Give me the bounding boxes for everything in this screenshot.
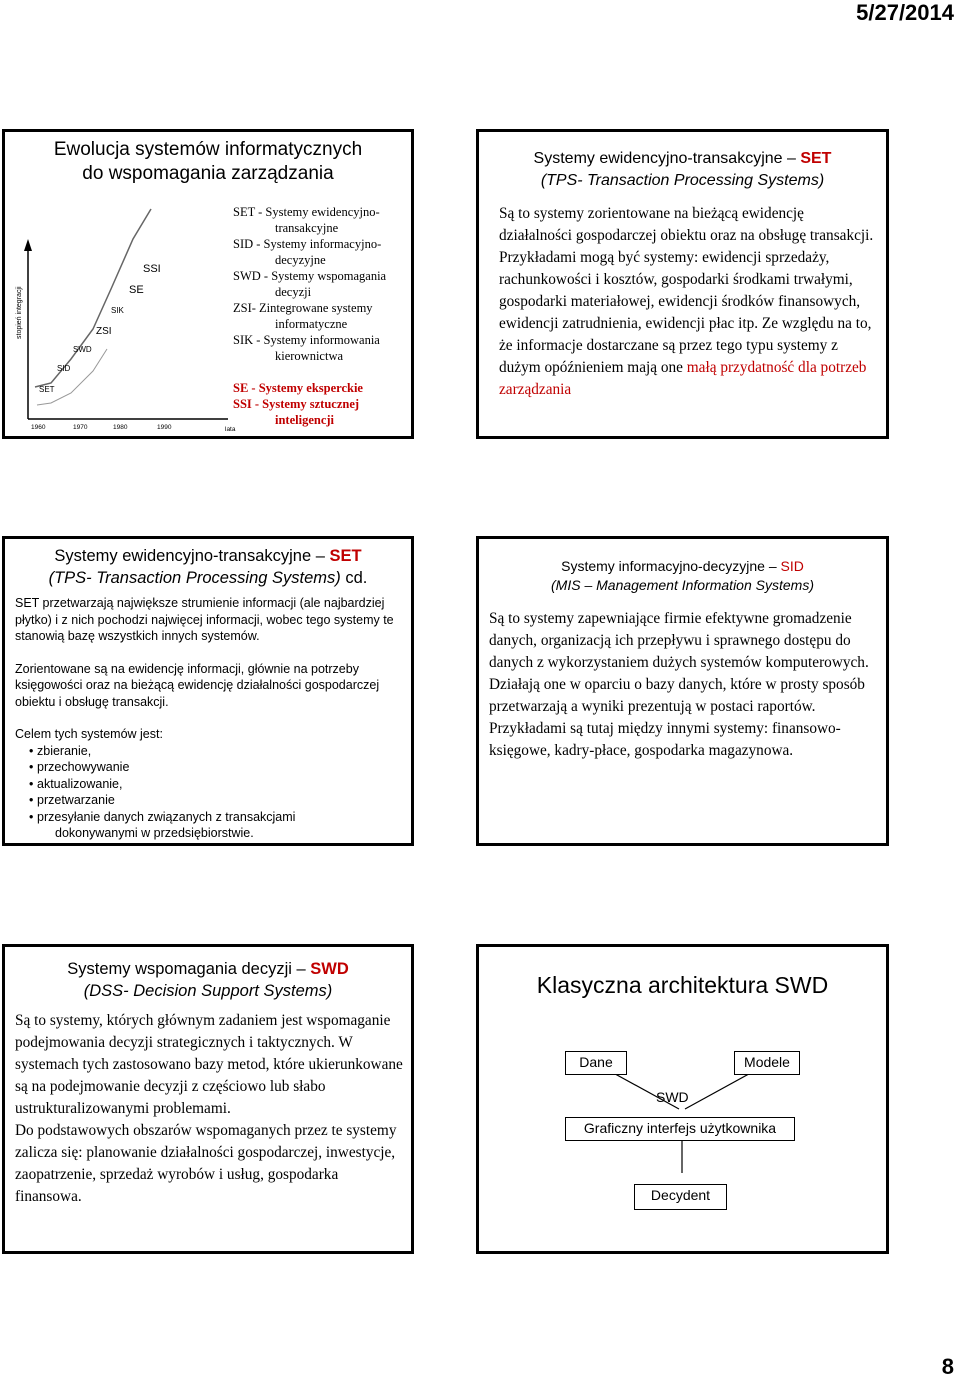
- slide-swd-architecture: [476, 944, 889, 1254]
- legend-line: kierownictwa: [275, 349, 344, 363]
- year-1970: 1970: [73, 424, 88, 431]
- yaxis-label: stopień integracji: [16, 286, 23, 339]
- gui-box: Graficzny interfejs użytkownika: [565, 1117, 795, 1141]
- slide-title: Ewolucja systemów informatycznych do wspomagania zarządzania: [53, 139, 363, 184]
- slide-body: Są to systemy, których głównym zadaniem jest wspomaganie podejmowania decyzji strategicznych i taktycznych. W systemach tych zastosowano bazy metod, które ukierunkowane są na podejmowanie decyzji z częściowo lub słabo ustrukturalizowanymi problemami. Do podstawowych obszarów wspomaganych przez te systemy zalicza się: planowanie działalności gospodarczej, inwestycje, zaopatrzenie, sprzedaż wyrobów i usług, gospodarka finansowa.: [15, 1012, 403, 1205]
- legend-line: informatyczne: [275, 317, 348, 331]
- slide-set-continued: [2, 536, 414, 846]
- slide-sid: [476, 536, 889, 846]
- legend-line: SET - Systemy ewidencyjno-: [233, 205, 380, 219]
- label-sik: SIK: [111, 306, 124, 315]
- label-zsi: ZSI: [96, 326, 112, 337]
- page-number: 8: [941, 1354, 954, 1379]
- data-box: Dane: [565, 1051, 627, 1075]
- slide-heading: Systemy ewidencyjno-transakcyjne – SET (TPS- Transaction Processing Systems) cd.: [48, 547, 368, 587]
- list-item: • przesyłanie danych związanych z transakcjami: [29, 809, 296, 824]
- legend-line: SID - Systemy informacyjno-: [233, 237, 382, 251]
- list-item: • przetwarzanie: [29, 793, 115, 807]
- label-sid: SID: [57, 364, 71, 373]
- models-box: Modele: [734, 1051, 800, 1075]
- evolution-chart: [11, 199, 236, 433]
- year-1990: 1990: [157, 424, 172, 431]
- slide-set: [476, 129, 889, 439]
- legend-line: SSI - Systemy sztucznej: [233, 397, 360, 411]
- slide-body: Są to systemy zapewniające firmie efektywne gromadzenie danych, organizacją ich przepływu i sprawnego dostępu do danych z wykorzystaniem dużych systemów komputerowych. Działają one w oparciu o bazy danych, które w prosty sposób przetwarzają a wyniki prezentują w postaci raportów. Przykładami są tutaj między innymi systemy: finansowo-księgowe, kadry-płace, gospodarka magazynowa.: [489, 610, 869, 759]
- legend-line: inteligencji: [275, 413, 335, 427]
- slide-title: Klasyczna architektura SWD: [536, 972, 829, 998]
- year-1980: 1980: [113, 424, 128, 431]
- year-1960: 1960: [31, 424, 46, 431]
- slide-heading: Systemy wspomagania decyzji – SWD (DSS- Decision Support Systems): [67, 960, 349, 1000]
- legend-line: decyzyjne: [275, 253, 326, 267]
- goals-list: [15, 743, 405, 826]
- legend-line: SWD - Systemy wspomagania: [233, 269, 387, 283]
- slide-heading: Systemy informacyjno-decyzyjne – SID (MIS – Management Information Systems): [551, 558, 814, 593]
- label-ssi: SSI: [143, 263, 161, 275]
- legend-line: ZSI- Zintegrowane systemy: [233, 301, 373, 315]
- slide-heading: Systemy ewidencyjno-transakcyjne – SET (TPS- Transaction Processing Systems): [533, 150, 832, 189]
- list-item: • aktualizowanie,: [29, 776, 123, 791]
- legend-line: decyzji: [275, 285, 312, 299]
- systems-legend: [233, 204, 411, 428]
- xaxis-label: lata: [225, 426, 236, 433]
- slide-swd: [2, 944, 414, 1254]
- page-date: 5/27/2014: [856, 0, 954, 25]
- decision-maker-box: Decydent: [634, 1184, 727, 1210]
- list-item: • zbieranie,: [29, 743, 92, 758]
- slide-body: SET przetwarzają największe strumienie informacji (ale najbardziej płytko) i z nich pochodzi najwięcej informacji, wobec tego systemy te stanowią bazę wszystkich innych systemów. Zorientowane są na ewidencję informacji, głównie na potrzeby księgowości oraz na bieżącą ewidencję działalności gospodarczej obiektu i obsługę transakcji. Celem tych systemów jest: • zbieranie, • przechowywanie • aktualizowanie, • przetwarzanie • przesyłanie danych związanych z transakcjami dokonywanymi w przedsiębiorstwie.: [15, 595, 405, 842]
- label-set: SET: [39, 385, 55, 394]
- slide-body: Są to systemy zorientowane na bieżącą ewidencję działalności gospodarczej obiektu oraz na obsługę transakcji. Przykładami mogą być systemy: ewidencji sprzedaży, rachunkowości i kosztów, gospodarki środkami trwałymi, gospodarki materiałowej, ewidencji środków finansowych, ewidencji zatrudnienia, ewidencji płac itp. Ze względu na to, że informacje dostarczane są przez tego typu systemy z dużym opóźnieniem mają one małą przydatność dla potrzeb zarządzania: [499, 205, 874, 398]
- slide-evolution: [2, 129, 414, 439]
- swd-label: SWD: [656, 1089, 689, 1105]
- list-item: • przechowywanie: [29, 760, 130, 774]
- legend-line: SE - Systemy eksperckie: [233, 381, 363, 395]
- label-se: SE: [129, 284, 144, 296]
- label-swd: SWD: [73, 345, 92, 354]
- legend-line: SIK - Systemy informowania: [233, 333, 380, 347]
- legend-line: transakcyjne: [275, 221, 339, 235]
- list-item-continuation: dokonywanymi w przedsiębiorstwie.: [55, 826, 254, 840]
